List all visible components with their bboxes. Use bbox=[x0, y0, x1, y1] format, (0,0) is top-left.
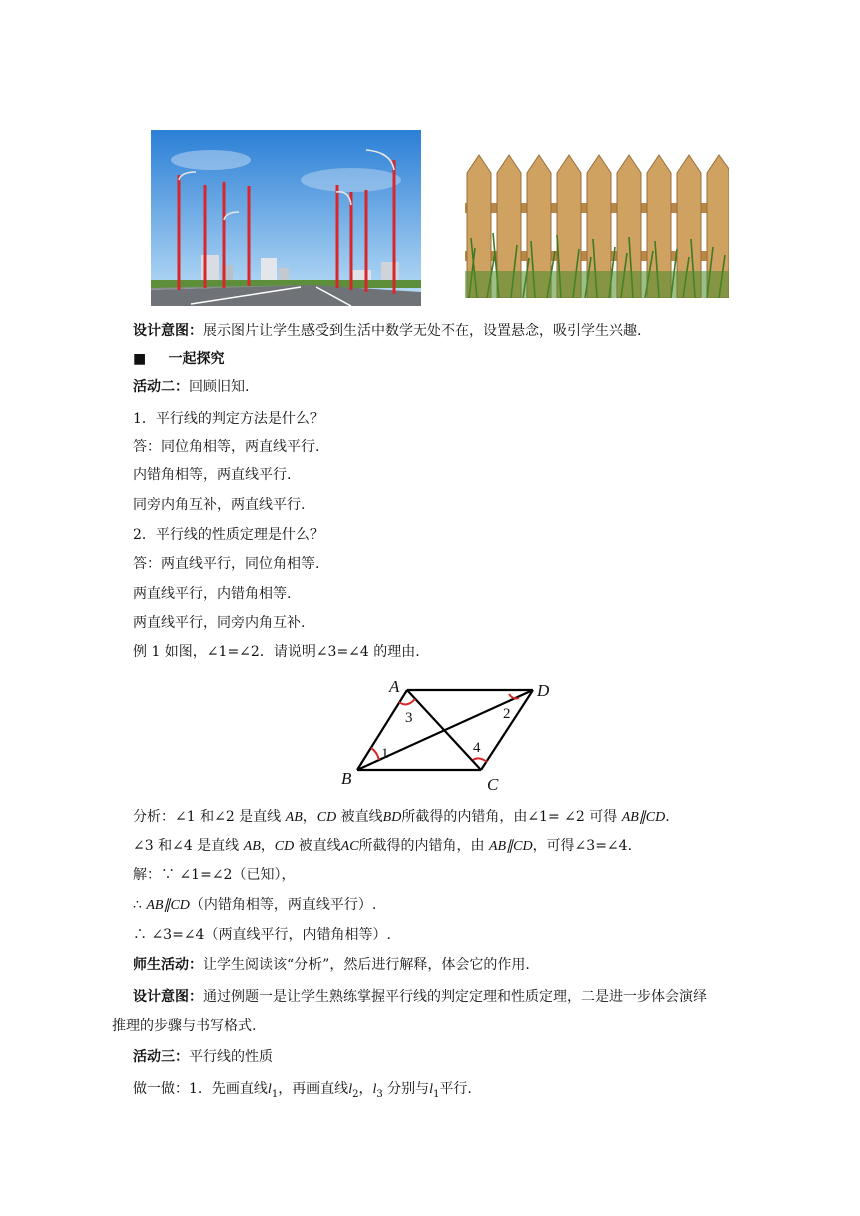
subscript-1: 1 bbox=[433, 1088, 440, 1100]
solution-line-1: 解：∵ ∠1=∠2（已知）， bbox=[133, 867, 296, 883]
var-ab: AB bbox=[243, 839, 261, 854]
answer-1-line-1: 答：同位角相等，两直线平行. bbox=[133, 439, 320, 455]
var-ab-parallel-cd: AB∥CD bbox=[621, 810, 666, 825]
section-title: 一起探究 bbox=[168, 351, 225, 367]
label-a: A bbox=[389, 678, 400, 696]
analysis-text: 被直线 bbox=[340, 809, 383, 825]
var-l: l bbox=[372, 1082, 377, 1097]
teacher-student-activity bbox=[133, 956, 530, 974]
analysis-text: 分析：∠1 和∠2 是直线 bbox=[133, 809, 286, 825]
subscript-3: 3 bbox=[376, 1088, 383, 1100]
therefore-symbol: ∴ bbox=[133, 897, 147, 913]
activity-three-text: 平行线的性质 bbox=[189, 1049, 273, 1065]
teacher-student-label: 师生活动： bbox=[133, 957, 203, 973]
var-l: l bbox=[348, 1082, 353, 1097]
var-l: l bbox=[429, 1082, 434, 1097]
teacher-student-text: 让学生阅读该“分析”，然后进行解释，体会它的作用. bbox=[203, 957, 530, 973]
do-it-text: ，再画直线 bbox=[278, 1081, 349, 1097]
answer-1-line-3: 同旁内角互补，两直线平行. bbox=[133, 497, 306, 513]
var-ac: AC bbox=[340, 839, 359, 854]
label-d: D bbox=[537, 681, 550, 700]
activity-two-label: 活动二： bbox=[133, 379, 189, 395]
activity-two bbox=[133, 378, 249, 396]
activity-two-text: 回顾旧知. bbox=[189, 379, 250, 395]
analysis-line-2: ∠3 和∠4 是直线 AB，CD 被直线AC所截得的内错角，由 AB∥CD，可得∠3=∠4. bbox=[133, 838, 633, 854]
subscript-1: 1 bbox=[271, 1088, 279, 1100]
parallelogram-figure bbox=[335, 678, 565, 796]
analysis-text: ∠3 和∠4 是直线 bbox=[133, 838, 244, 854]
solution-reason: （内错角相等，两直线平行）. bbox=[189, 897, 377, 913]
answer-2-line-1: 答：两直线平行，同位角相等. bbox=[133, 556, 320, 572]
var-bd: BD bbox=[382, 810, 402, 825]
analysis-text: 被直线 bbox=[298, 838, 341, 854]
section-heading bbox=[133, 350, 225, 368]
design-intent-text: 通过例题一是让学生熟练掌握平行线的判定定理和性质定理，二是进一步体会演绎 bbox=[203, 989, 707, 1005]
solution-line-2 bbox=[133, 896, 376, 915]
answer-2-line-3: 两直线平行，同旁内角互补. bbox=[133, 615, 306, 631]
design-intent-2 bbox=[133, 988, 707, 1006]
var-cd: CD bbox=[316, 810, 337, 825]
do-it-text: 平行. bbox=[439, 1081, 472, 1097]
activity-three-label: 活动三： bbox=[133, 1049, 189, 1065]
question-1: 1．平行线的判定方法是什么？ bbox=[133, 411, 324, 427]
analysis-line-1: 分析：∠1 和∠2 是直线 AB，CD 被直线BD所截得的内错角，由∠1= ∠2 可得 AB∥CD. bbox=[133, 809, 670, 825]
design-intent-1 bbox=[133, 322, 641, 340]
label-b: B bbox=[341, 769, 352, 788]
var-ab: AB bbox=[285, 810, 303, 825]
arc-angle-1 bbox=[371, 748, 379, 760]
example-1: 例 1 如图，∠1=∠2．请说明∠3=∠4 的理由. bbox=[133, 644, 420, 660]
var-ab-parallel-cd: AB∥CD bbox=[489, 839, 533, 854]
solution-line-3: ∴ ∠3=∠4（两直线平行，内错角相等）. bbox=[133, 927, 391, 943]
design-intent-2-continuation: 推理的步骤与书写格式. bbox=[112, 1018, 257, 1034]
activity-three bbox=[133, 1048, 273, 1066]
section-bullet-icon: ■ bbox=[133, 351, 147, 367]
do-it-text: 做一做：1．先画直线 bbox=[133, 1081, 268, 1097]
design-intent-text: 展示图片让学生感受到生活中数学无处不在，设置悬念，吸引学生兴趣. bbox=[203, 323, 642, 339]
design-intent-label: 设计意图： bbox=[133, 323, 203, 339]
answer-1-line-2: 内错角相等，两直线平行. bbox=[133, 467, 292, 483]
question-2: 2．平行线的性质定理是什么？ bbox=[133, 527, 324, 543]
arc-angle-4 bbox=[473, 758, 487, 762]
street-lamps-photo bbox=[151, 130, 421, 306]
label-c: C bbox=[487, 775, 499, 794]
var-l: l bbox=[267, 1082, 272, 1097]
segment-ac bbox=[407, 690, 481, 770]
angle-4-label: 4 bbox=[473, 740, 481, 756]
analysis-text: ，可得∠3=∠4. bbox=[532, 838, 633, 854]
angle-1-label: 1 bbox=[381, 746, 389, 762]
design-intent-label: 设计意图： bbox=[133, 989, 203, 1005]
wooden-fence-photo bbox=[465, 153, 729, 298]
do-it-text: ， bbox=[358, 1081, 373, 1097]
var-cd: CD bbox=[274, 839, 295, 854]
angle-3-label: 3 bbox=[405, 710, 413, 726]
do-it-text: 分别与 bbox=[382, 1081, 430, 1097]
subscript-2: 2 bbox=[352, 1088, 359, 1100]
var-ab-parallel-cd: AB∥CD bbox=[146, 898, 190, 913]
analysis-text: 所截得的内错角，由 bbox=[358, 838, 485, 854]
do-it-instruction bbox=[133, 1080, 472, 1104]
analysis-text: 所截得的内错角，由∠1= ∠2 可得 bbox=[401, 809, 622, 825]
angle-2-label: 2 bbox=[503, 706, 511, 722]
answer-2-line-2: 两直线平行，内错角相等. bbox=[133, 586, 292, 602]
